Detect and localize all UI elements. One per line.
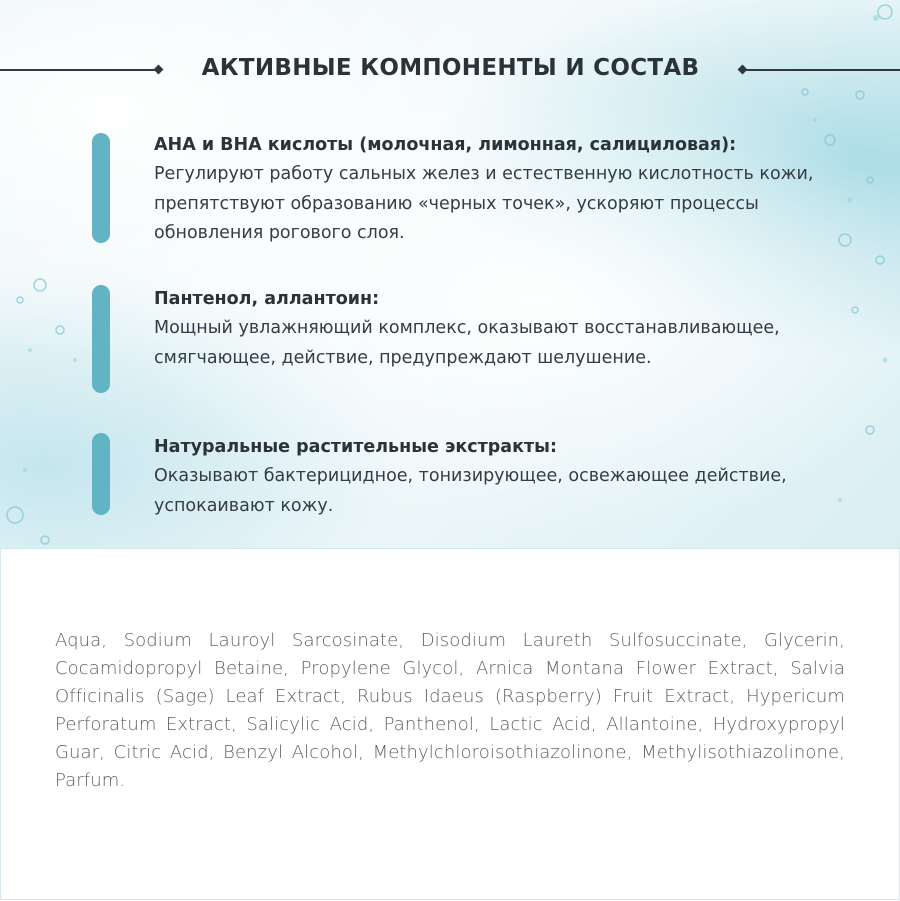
- accent-bar: [92, 433, 110, 515]
- accent-bar: [92, 285, 110, 393]
- component-item: [92, 433, 812, 515]
- ingredients-panel: [0, 548, 900, 901]
- component-title: Натуральные растительные экстракты:: [154, 437, 557, 457]
- header-divider-right: [745, 69, 900, 71]
- component-item: [92, 133, 812, 243]
- component-description: Регулируют работу сальных желез и естественную кислотность кожи, препятствуют образованию «черных точек», ускоряют процессы обновления рогового слоя.: [154, 164, 814, 243]
- component-description: Мощный увлажняющий комплекс, оказывают восстанавливающее, смягчающее, действие, предупреждают шелушение.: [154, 318, 780, 368]
- component-item: [92, 285, 812, 393]
- header-diamond-left: [154, 65, 164, 75]
- header-divider-left: [0, 69, 155, 71]
- component-title: AHA и BHA кислоты (молочная, лимонная, салициловая):: [154, 135, 737, 155]
- accent-bar: [92, 133, 110, 243]
- section-header: [0, 52, 900, 88]
- component-title: Пантенол, аллантоин:: [154, 289, 380, 309]
- component-description: Оказывают бактерицидное, тонизирующее, освежающее действие, успокаивают кожу.: [154, 466, 787, 516]
- ingredients-list: Aqua, Sodium Lauroyl Sarcosinate, Disodium Laureth Sulfosuccinate, Glycerin, Cocamidopropyl Betaine, Propylene Glycol, Arnica Montana Flower Extract, Salvia Officinalis (Sage) Leaf Extract, Rubus Idaeus (Raspberry) Fruit Extract, Hypericum Perforatum Extract, Salicylic Acid, Panthenol, Lactic Acid, Allantoine, Hydroxypropyl Guar, Citric Acid, Benzyl Alcohol, Methylchloroisothiazolinone, Methylisothiazolinone, Parfum.: [55, 630, 845, 791]
- page-title: АКТИВНЫЕ КОМПОНЕНТЫ И СОСТАВ: [201, 55, 700, 81]
